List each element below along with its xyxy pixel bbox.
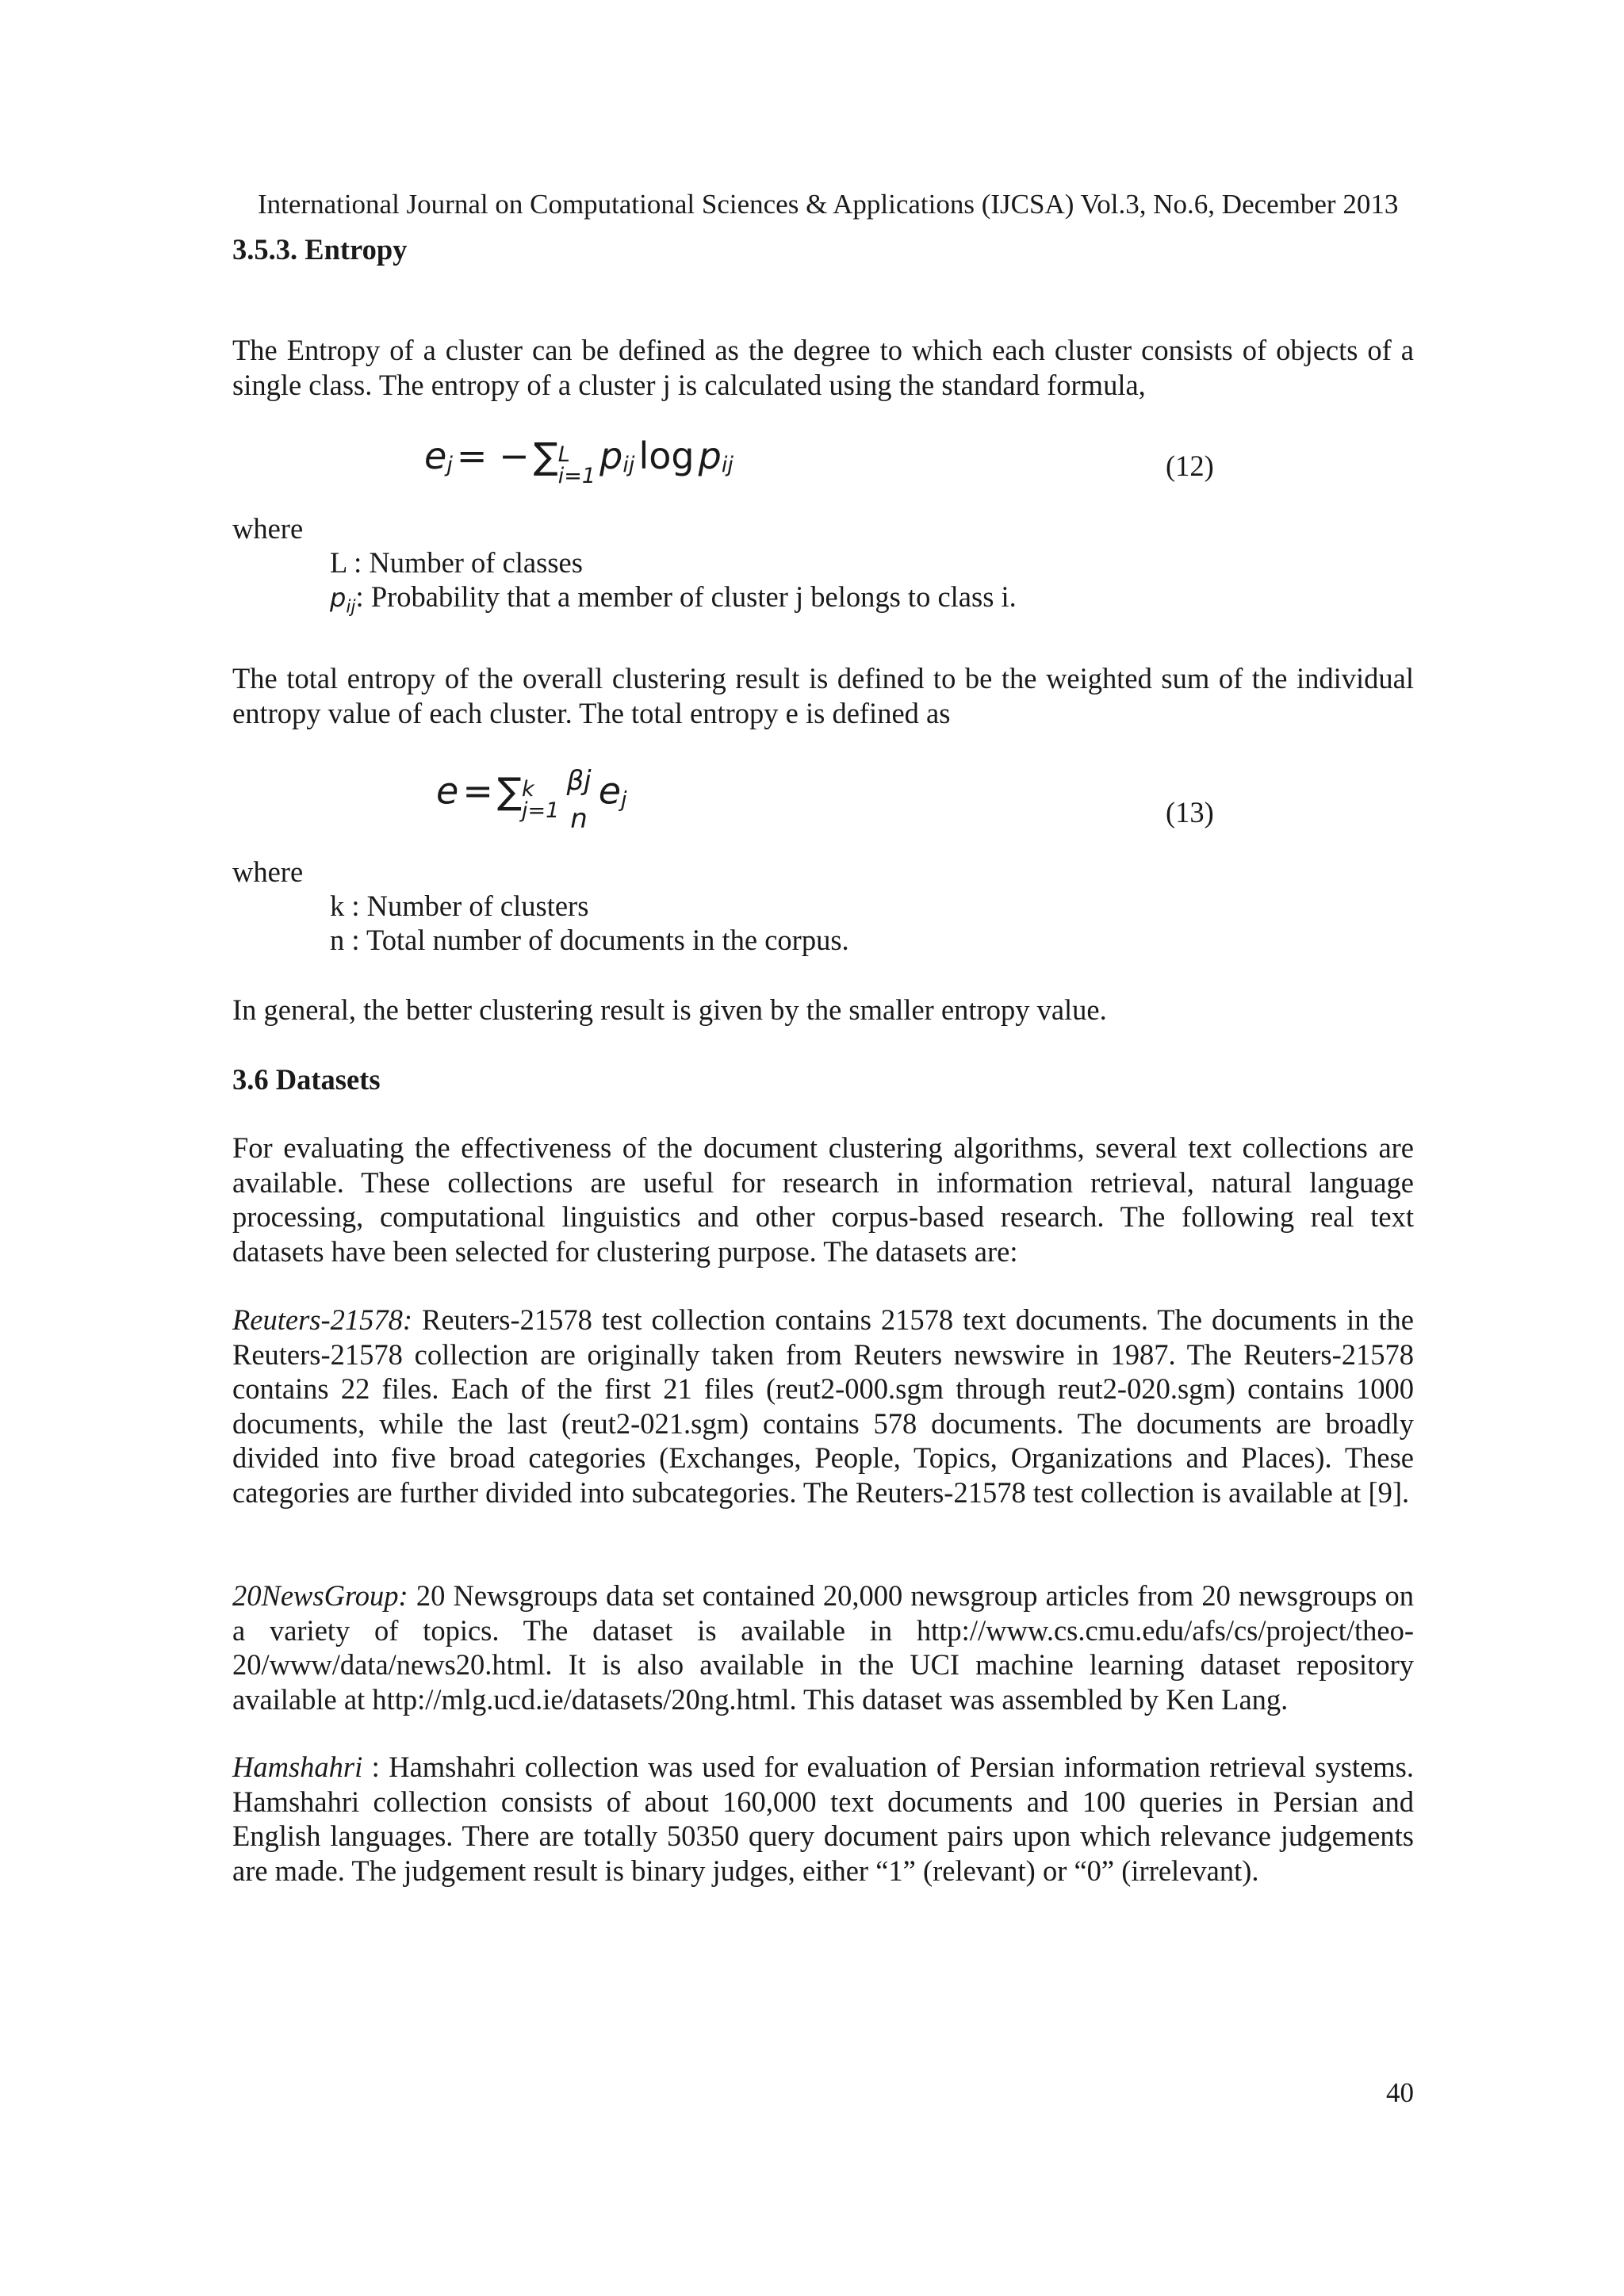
page-number: 40	[1386, 2077, 1414, 2108]
newsgroup-label: 20NewsGroup:	[232, 1579, 408, 1612]
eq12-sum-sub: i=1	[557, 463, 596, 488]
hamshahri-label: Hamshahri	[232, 1751, 363, 1783]
eq13-sum: ∑	[497, 769, 523, 813]
eq12-lhs-sub: j	[446, 453, 453, 478]
equation-number-12: (12)	[1166, 450, 1214, 482]
pij-subscript: ij	[346, 597, 356, 618]
eq12-p: p	[599, 434, 623, 477]
datasets-intro: For evaluating the effectiveness of the document clustering algorithms, several text collections are available. These collections are useful for research in information retrieval, natural language processing, computational linguistics and other corpus-based research. The following real text datasets have been selected for clustering purpose. The datasets are:	[232, 1131, 1414, 1268]
eq12-p2-sub: ij	[721, 453, 733, 478]
definition-L: L : Number of classes	[330, 546, 583, 579]
equation-12	[424, 434, 733, 487]
eq13-sum-sub: j=1	[522, 798, 560, 823]
where-label-2: where	[232, 855, 304, 888]
eq13-denominator: n	[570, 803, 588, 835]
eq12-p-sub: ij	[622, 453, 635, 478]
eq12-equals: = −	[456, 434, 530, 477]
pij-text: : Probability that a member of cluster j belongs to class i.	[355, 580, 1017, 613]
journal-header: International Journal on Computational Sciences & Applications (IJCSA) Vol.3, No.6, December 2013	[258, 189, 1399, 220]
eq13-equals: =	[462, 769, 493, 813]
entropy-paragraph-3: In general, the better clustering result is given by the smaller entropy value.	[232, 993, 1107, 1026]
reuters-text: Reuters-21578 test collection contains 21578 text documents. The documents in the Reuters-21578 collection are originally taken from Reuters newswire in 1987. The Reuters-21578 contains 22 files. Each of the first 21 files (reut2-000.sgm through reut2-020.sgm) contains 1000 documents, while the last (reut2-021.sgm) contains 578 documents. The documents are broadly divided into five broad categories (Exchanges, People, Topics, Organizations and Places). These categories are further divided into subcategories. The Reuters-21578 test collection is available at [9].	[232, 1303, 1414, 1509]
reuters-label: Reuters-21578:	[232, 1303, 413, 1336]
entropy-paragraph-2: The total entropy of the overall clustering result is defined to be the weighted sum of the individual entropy value of each cluster. The total entropy e is defined as	[232, 662, 1414, 729]
eq13-fraction	[566, 765, 592, 835]
eq12-sum-sup: L	[557, 442, 570, 467]
where-label-1: where	[232, 512, 304, 545]
entropy-paragraph-1: The Entropy of a cluster can be defined as the degree to which each cluster consists of objects of a single class. The entropy of a cluster j is calculated using the standard formula,	[232, 334, 1414, 401]
newsgroup-paragraph	[232, 1578, 1414, 1716]
section-heading-datasets: 3.6 Datasets	[232, 1063, 381, 1096]
definition-pij	[330, 580, 1017, 625]
section-heading-entropy: 3.5.3. Entropy	[232, 233, 408, 266]
eq13-numerator: βj	[566, 765, 592, 797]
equation-number-13: (13)	[1166, 796, 1214, 828]
eq13-lhs: e	[436, 769, 459, 813]
eq12-lhs: e	[424, 434, 447, 477]
eq13-e-sub: j	[621, 787, 627, 813]
reuters-paragraph	[232, 1303, 1414, 1510]
hamshahri-paragraph	[232, 1750, 1414, 1888]
definition-k: k : Number of clusters	[330, 890, 589, 922]
definition-n: n : Total number of documents in the corpus.	[330, 924, 849, 956]
eq13-sum-sup: k	[522, 777, 534, 802]
eq13-e: e	[598, 769, 622, 813]
eq12-log: log	[638, 434, 695, 477]
newsgroup-text: 20 Newsgroups data set contained 20,000 newsgroup articles from 20 newsgroups on a variety of topics. The dataset is available in http://www.cs.cmu.edu/afs/cs/project/theo-20/www/data/news20.html. It is also available in the UCI machine learning dataset repository available at http://mlg.ucd.ie/datasets/20ng.html. This dataset was assembled by Ken Lang.	[232, 1579, 1414, 1716]
pij-symbol: p	[330, 583, 347, 613]
equation-13	[436, 765, 627, 835]
eq12-p2: p	[698, 434, 722, 477]
eq12-sum: ∑	[533, 434, 558, 477]
hamshahri-text: : Hamshahri collection was used for evaluation of Persian information retrieval systems. Hamshahri collection consists of about 160,000 text documents and 100 queries in Persian and English languages. There are totally 50350 query document pairs upon which relevance judgements are made. The judgement result is binary judges, either “1” (relevant) or “0” (irrelevant).	[232, 1751, 1414, 1887]
